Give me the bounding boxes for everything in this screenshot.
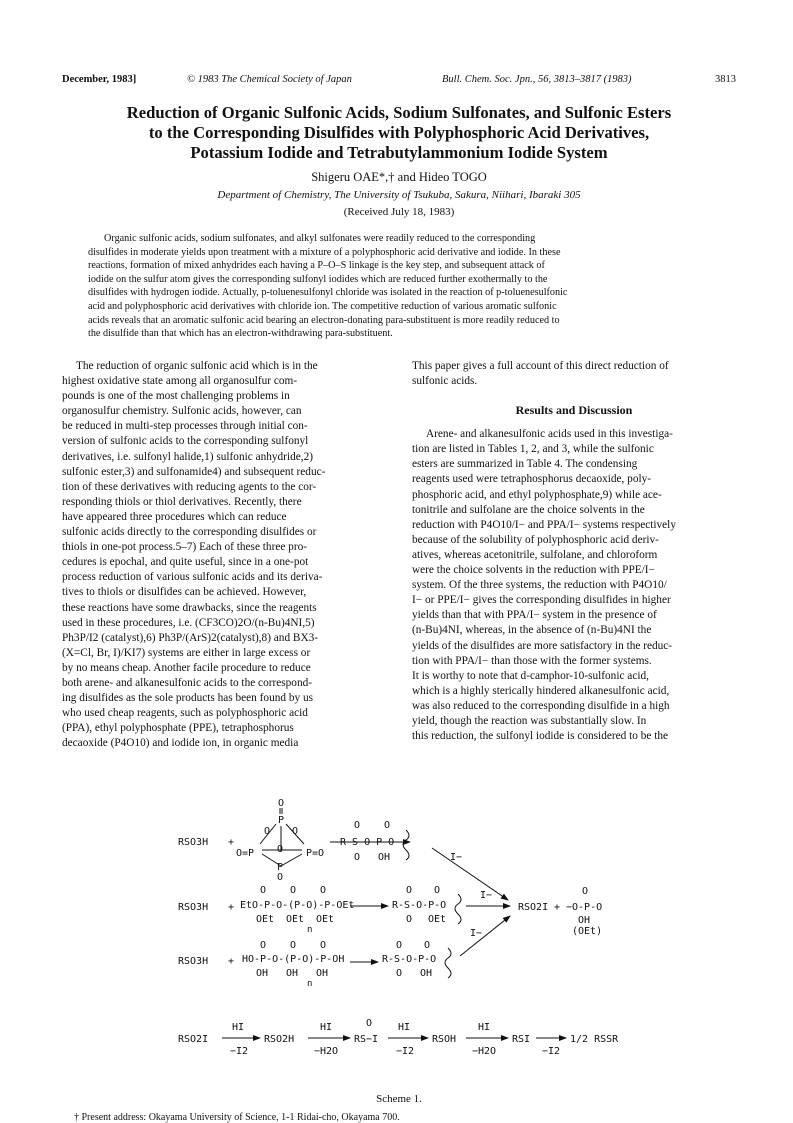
- byproduct-oh: OH: [578, 915, 591, 926]
- reduction-cascade: [178, 1018, 619, 1057]
- abstract: [88, 232, 710, 341]
- title-line: to the Corresponding Disulfides with Polyphosphoric Acid Derivatives,: [148, 123, 650, 142]
- body-line: because of the solubility of polyphosphoric acid deriv-: [412, 533, 659, 546]
- body-line: system. Of the three systems, the reduction with P4O10/: [412, 579, 667, 592]
- cascade-species: RSO2H: [264, 1034, 295, 1045]
- footnote: † Present address: Okayama University of Science, 1-1 Ridai-cho, Okayama 700.: [74, 1112, 400, 1123]
- body-line: tion of these derivatives with reducing agents to the cor-: [62, 480, 317, 493]
- body-line: responding thiols or thiol derivatives. Recently, there: [62, 495, 302, 508]
- ppa-oxo: O: [260, 940, 267, 951]
- reactant-label: RSO3H: [178, 837, 209, 848]
- disulfide-product: 1/2 RSSR: [570, 1034, 619, 1045]
- ppe-oxo: O: [290, 885, 297, 896]
- p4o10-atom: P=O: [306, 848, 325, 859]
- plus-sign: +: [228, 956, 235, 967]
- anhydride-oet: OEt: [428, 914, 447, 925]
- cascade-loss: −H2O: [314, 1046, 339, 1057]
- iodide-label: I−: [470, 928, 483, 939]
- mixed-anhydride-2: [392, 885, 461, 925]
- title-line: Potassium Iodide and Tetrabutylammonium Iodide System: [190, 143, 608, 162]
- body-line: tion are listed in Tables 1, 2, and 3, while the sulfonic: [412, 443, 654, 456]
- p4o10-atom: O: [264, 826, 271, 837]
- byproduct-formula: −O-P-O: [566, 902, 603, 913]
- ppe-oet: OEt: [286, 914, 305, 925]
- body-line: decaoxide (P4O10) and iodide ion, in organic media: [62, 737, 299, 750]
- page-number: 3813: [715, 74, 736, 85]
- ppa-oh: OH: [316, 968, 329, 979]
- body-line: phosphoric acid, and ethyl polyphosphate,9) while ace-: [412, 488, 662, 501]
- ppa-formula: HO-P-O-(P-O)-P-OH: [242, 954, 345, 965]
- body-line: reagents used were tetraphosphorus decaoxide, poly-: [412, 473, 652, 486]
- reactant-label: RSO3H: [178, 956, 209, 967]
- p4o10-atom: O=P: [236, 848, 255, 859]
- abstract-line: acids reveals that an aromatic sulfonic acid bearing an electron-donating para-substituent is more readily reduced to: [88, 314, 560, 326]
- scheme-caption: Scheme 1.: [376, 1093, 422, 1105]
- issue-date: December, 1983]: [62, 74, 137, 85]
- byproduct-oxo: O: [582, 886, 589, 897]
- body-line: were the choice solvents in the reduction with PPE/I−: [412, 564, 655, 577]
- plus-sign: +: [228, 902, 235, 913]
- scheme-drawing: [170, 790, 619, 1080]
- body-line: It is worthy to note that d-camphor-10-sulfonic acid,: [412, 669, 649, 682]
- p4o10-atom: O: [277, 844, 284, 855]
- body-line: sulfonic ester,3) and sulfonamide4) and subsequent reduc-: [62, 465, 326, 478]
- plus-sign: +: [228, 837, 235, 848]
- body-line: used in these procedures, i.e. (CF3CO)2O/(n-Bu)4NI,5): [62, 616, 315, 629]
- body-line: by no means cheap. Another facile procedure to reduce: [62, 661, 311, 674]
- body-line: these reactions have some drawbacks, since the reagents: [62, 601, 317, 614]
- ppe-oxo: O: [260, 885, 267, 896]
- body-line: yields of the disulfides are more satisfactory in the reduc-: [412, 639, 673, 652]
- abstract-line: the disulfide than that which has an electron-withdrawing para-substituent.: [88, 328, 393, 340]
- copyright-notice: © 1983 The Chemical Society of Japan: [187, 74, 352, 85]
- body-line: was also reduced to the corresponding disulfide in a high: [412, 699, 670, 712]
- article-title: [62, 103, 736, 163]
- body-line: Ph3P/I2 (catalyst),6) Ph3P/(ArS)2(catalyst),8) and BX3-: [62, 631, 319, 644]
- ppa-oxo: O: [320, 940, 327, 951]
- body-line: reduction with P4O10/I− and PPA/I− systems respectively: [412, 518, 676, 531]
- cascade-loss: −I2: [542, 1046, 561, 1057]
- cascade-reagent: HI: [232, 1022, 245, 1033]
- anhydride-oxo: O: [434, 885, 441, 896]
- cascade-species: RSI: [512, 1034, 531, 1045]
- right-column: [412, 359, 736, 744]
- body-line: yield, though the reaction was substantially slow. In: [412, 714, 647, 727]
- body-line: both arene- and alkanesulfonic acids to the correspond-: [62, 676, 313, 689]
- body-line: organosulfur chemistry. Sulfonic acids, however, can: [62, 405, 302, 418]
- author-list: Shigeru OAE*,† and Hideo TOGO: [311, 170, 487, 184]
- ppe-formula: EtO-P-O-(P-O)-P-OEt: [240, 900, 355, 911]
- anhydride-oxo: O: [424, 940, 431, 951]
- abstract-line: disulfides with hydrogen iodide. Actually, p-toluenesulfonyl chloride was isolated in the reaction of p-toluenesulfonic: [88, 287, 568, 299]
- body-line: which is a highly sterically hindered alkanesulfonic acid,: [412, 684, 670, 697]
- body-line: This paper gives a full account of this direct reduction of: [412, 360, 669, 372]
- anhydride-oxo: O: [406, 914, 413, 925]
- repeat-n: n: [307, 925, 313, 935]
- abstract-line: Organic sulfonic acids, sodium sulfonates, and alkyl sulfonates were readily reduced to the corresponding: [104, 233, 536, 244]
- anhydride-formula: R-S-O-P-O: [382, 954, 437, 965]
- abstract-line: disulfides in moderate yields upon treatment with a mixture of a polyphosphoric acid derivative and iodide. In these: [88, 246, 561, 258]
- anhydride-oxo: O: [354, 852, 361, 863]
- body-line: sulfonic acids directly to the corresponding disulfides or: [62, 526, 317, 539]
- body-line: atives, whereas acetonitrile, sulfolane, and chloroform: [412, 548, 658, 561]
- cascade-loss: −I2: [230, 1046, 249, 1057]
- iodide-label: I−: [450, 852, 463, 863]
- phosphate-byproduct: [566, 886, 602, 937]
- affiliation: Department of Chemistry, The University of Tsukuba, Sakura, Niihari, Ibaraki 305: [217, 189, 581, 201]
- anhydride-oh: OH: [378, 852, 391, 863]
- cascade-reagent: HI: [398, 1022, 411, 1033]
- cascade-oxo: O: [366, 1018, 373, 1029]
- cascade-species: RS−I: [354, 1034, 379, 1045]
- body-line: I− or PPE/I− gives the corresponding disulfides in higher: [412, 594, 671, 607]
- running-head: [62, 74, 736, 88]
- body-line: be reduced in multi-step processes through initial con-: [62, 420, 308, 433]
- body-line: Arene- and alkanesulfonic acids used in this investiga-: [426, 428, 673, 441]
- body-line: highest oxidative state among all organosulfur com-: [62, 375, 298, 388]
- body-line: yields than that with PPA/I− system in the presence of: [412, 609, 657, 622]
- body-line: tion with PPA/I− than those with the former systems.: [412, 654, 652, 667]
- reaction-scheme: [170, 790, 619, 1080]
- journal-citation: Bull. Chem. Soc. Jpn., 56, 3813–3817 (1983): [442, 74, 632, 85]
- anhydride-oxo: O: [396, 968, 403, 979]
- cascade-loss: −I2: [396, 1046, 415, 1057]
- p4o10-atom: O: [277, 872, 284, 883]
- cascade-loss: −H2O: [472, 1046, 497, 1057]
- ppe-oet: OEt: [316, 914, 335, 925]
- body-line: (X=Cl, Br, I)/KI7) systems are either in large excess or: [62, 646, 311, 659]
- left-column: [62, 359, 386, 751]
- body-line: The reduction of organic sulfonic acid which is in the: [76, 360, 318, 372]
- cascade-reagent: HI: [478, 1022, 491, 1033]
- cascade-reagent: HI: [320, 1022, 333, 1033]
- anhydride-oxo: O: [384, 820, 391, 831]
- mixed-anhydride-3: [382, 940, 451, 979]
- body-line: tives to thiols or disulfides can be achieved. However,: [62, 586, 307, 599]
- anhydride-formula: R-S-O-P-O: [340, 837, 395, 848]
- body-line: pounds is one of the most challenging problems in: [62, 390, 290, 403]
- p4o10-cage: [236, 798, 324, 883]
- ppe-oet: OEt: [256, 914, 275, 925]
- p4o10-atom: P: [278, 815, 285, 826]
- body-line: cedures is epochal, and quite useful, since in a one-pot: [62, 556, 309, 569]
- anhydride-oxo: O: [406, 885, 413, 896]
- ppe-oxo: O: [320, 885, 327, 896]
- ppa-oh: OH: [286, 968, 299, 979]
- body-line: tonitrile and sulfolane are the choice solvents in the: [412, 503, 645, 516]
- body-line: esters are summarized in Table 4. The condensing: [412, 458, 638, 471]
- anhydride-oh: OH: [420, 968, 433, 979]
- p4o10-atom: O: [292, 826, 299, 837]
- body-line: sulfonic acids.: [412, 375, 478, 388]
- title-line: Reduction of Organic Sulfonic Acids, Sodium Sulfonates, and Sulfonic Esters: [126, 103, 672, 122]
- plus-sign: +: [554, 902, 561, 913]
- cascade-species: RSO2I: [178, 1034, 209, 1045]
- body-line: have appeared three procedures which can reduce: [62, 510, 287, 523]
- body-line: (PPA), ethyl polyphosphate (PPE), tetraphosphorus: [62, 722, 294, 735]
- body-line: thiols in one-pot process.5–7) Each of these three pro-: [62, 541, 308, 554]
- ppe-reagent: [240, 885, 354, 935]
- ppa-reagent: [242, 940, 344, 989]
- abstract-line: iodide on the sulfur atom gives the corresponding sulfonyl iodides which are reduced further exothermally to the: [88, 273, 548, 285]
- body-line: ing disulfides as the sole products has been found by us: [62, 692, 314, 705]
- p4o10-atom: P: [277, 862, 284, 873]
- anhydride-formula: R-S-O-P-O: [392, 900, 447, 911]
- abstract-line: acid and polyphosphoric acid derivatives with chloride ion. The competitive reduction of various aromatic sulfonic: [88, 300, 557, 312]
- cascade-species: RSOH: [432, 1034, 457, 1045]
- p4o10-atom: O: [278, 798, 285, 809]
- anhydride-oxo: O: [354, 820, 361, 831]
- anhydride-oxo: O: [396, 940, 403, 951]
- abstract-line: reactions, formation of mixed anhydrides each having a P–O–S linkage is the key step, and subsequent attack of: [88, 260, 545, 272]
- sulfonyl-iodide-product: RSO2I: [518, 902, 549, 913]
- body-line: version of sulfonic acids to the corresponding sulfonyl: [62, 435, 309, 448]
- body-line: process reduction of various sulfonic acids and its deriva-: [62, 571, 323, 584]
- repeat-n: n: [307, 979, 313, 989]
- section-heading: Results and Discussion: [515, 403, 633, 418]
- received-date: (Received July 18, 1983): [343, 206, 455, 218]
- iodide-label: I−: [480, 890, 493, 901]
- body-line: (n-Bu)4NI, whereas, in the absence of (n-Bu)4NI the: [412, 624, 652, 637]
- body-line: derivatives, i.e. sulfonyl halide,1) sulfonic anhydride,2): [62, 450, 313, 463]
- body-line: this reduction, the sulfonyl iodide is considered to be the: [412, 730, 669, 743]
- body-line: who used cheap reagents, such as polyphosphoric acid: [62, 707, 308, 720]
- ppa-oxo: O: [290, 940, 297, 951]
- ppa-oh: OH: [256, 968, 269, 979]
- reactant-label: RSO3H: [178, 902, 209, 913]
- byproduct-oet: (OEt): [572, 926, 603, 937]
